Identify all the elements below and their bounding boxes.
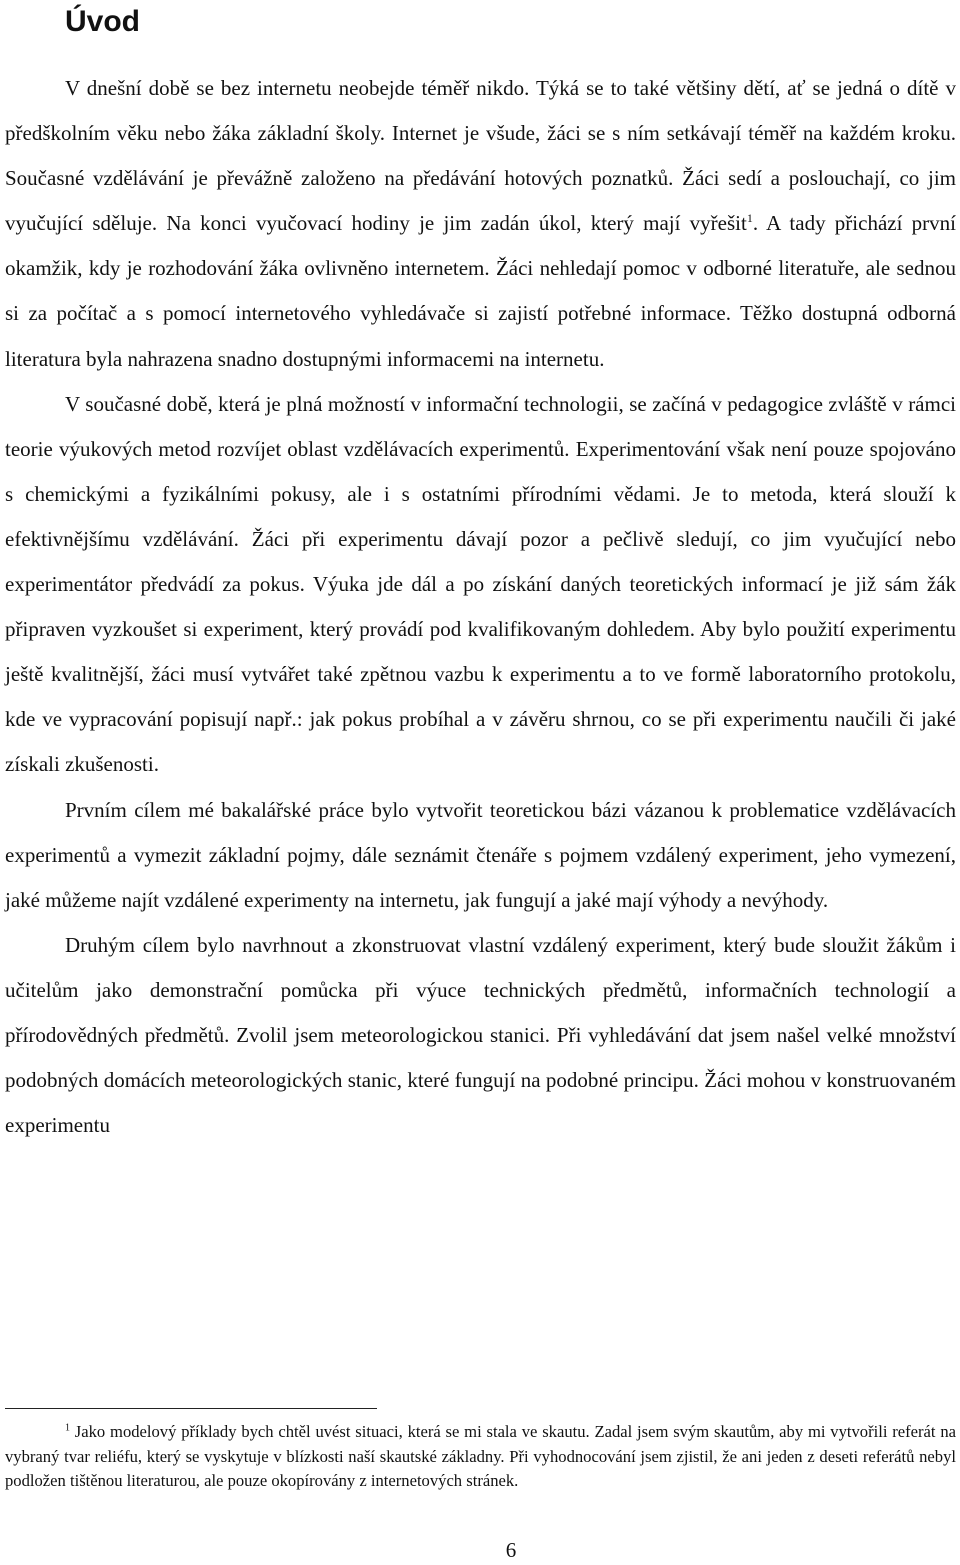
- footnote-separator: [5, 1408, 377, 1409]
- page-number: 6: [505, 1538, 517, 1562]
- footnote: [5, 1420, 956, 1494]
- paragraph-1: [5, 66, 956, 382]
- footnote-marker: 1: [65, 1422, 70, 1434]
- paragraph-1-text-a: V dnešní době se bez internetu neobejde téměř nikdo. Týká se to také většiny dětí, ať se jedná o dítě v předškolním věku nebo žáka základní školy. Internet je všude, žáci se s ním setkávají téměř na každém kroku. Současné vzdělávání je převážně založeno na předávání hotových poznatků. Žáci sedí a poslouchají, co jim vyučující sděluje. Na konci vyučovací hodiny je jim zadán úkol, který mají vyřešit: [5, 76, 956, 236]
- chapter-heading: Úvod: [65, 5, 140, 38]
- paragraph-3: Prvním cílem mé bakalářské práce bylo vytvořit teoretickou bázi vázanou k problematice vzdělávacích experimentů a vymezit základní pojmy, dále seznámit čtenáře s pojmem vzdálený experiment, jeho vymezení, jaké můžeme najít vzdálené experimenty na internetu, jak fungují a jaké mají výhody a nevýhody.: [5, 797, 956, 912]
- footnote-text: Jako modelový příklady bych chtěl uvést situaci, která se mi stala ve skautu. Zadal jsem svým skautům, aby mi vytvořili referát na vybraný tvar reliéfu, který se vyskytuje v blízkosti naší skautské základny. Při vyhodnocování jsem zjistil, že ani jeden z deseti referátů nebyl podložen tištěnou literaturou, ale pouze okopírovány z internetových stránek.: [5, 1422, 956, 1490]
- body-text: [5, 66, 956, 1148]
- paragraph-4: Druhým cílem bylo navrhnout a zkonstruovat vlastní vzdálený experiment, který bude sloužit žákům i učitelům jako demonstrační pomůcka při výuce technických předmětů, informačních technologií a přírodovědných předmětů. Zvolil jsem meteorologickou stanici. Při vyhledávání dat jsem našel velké množství podobných domácích meteorologických stanic, které fungují na podobné principu. Žáci mohou v konstruovaném experimentu: [5, 932, 956, 1138]
- paragraph-2: V současné době, která je plná možností v informační technologii, se začíná v pedagogice zvláště v rámci teorie výukových metod rozvíjet oblast vzdělávacích experimentů. Experimentování však není pouze spojováno s chemickými a fyzikálními pokusy, ale i s ostatními přírodními vědami. Je to metoda, která slouží k efektivnějšímu vzdělávání. Žáci při experimentu dávají pozor a pečlivě sledují, co jim vyučující nebo experimentátor předvádí za pokus. Výuka jde dál a po získání daných teoretických informací je již sám žák připraven vyzkoušet si experiment, který provádí pod kvalifikovaným dohledem. Aby bylo použití experimentu ještě kvalitnější, žáci musí vytvářet také zpětnou vazbu k experimentu a to ve formě laboratorního protokolu, kde ve vypracování popisují např.: jak pokus probíhal a v závěru shrnou, co se při experimentu naučili či jaké získali zkušenosti.: [5, 391, 956, 777]
- paragraph-1-text-b: . A tady přichází první okamžik, kdy je rozhodování žáka ovlivněno internetem. Žáci nehledají pomoc v odborné literatuře, ale sednou si za počítač a s pomocí internetového vyhledávače si zajistí potřebné informace. Těžko dostupná odborná literatura byla nahrazena snadno dostupnými informacemi na internetu.: [5, 211, 956, 371]
- footnote-reference[interactable]: 1: [746, 211, 753, 226]
